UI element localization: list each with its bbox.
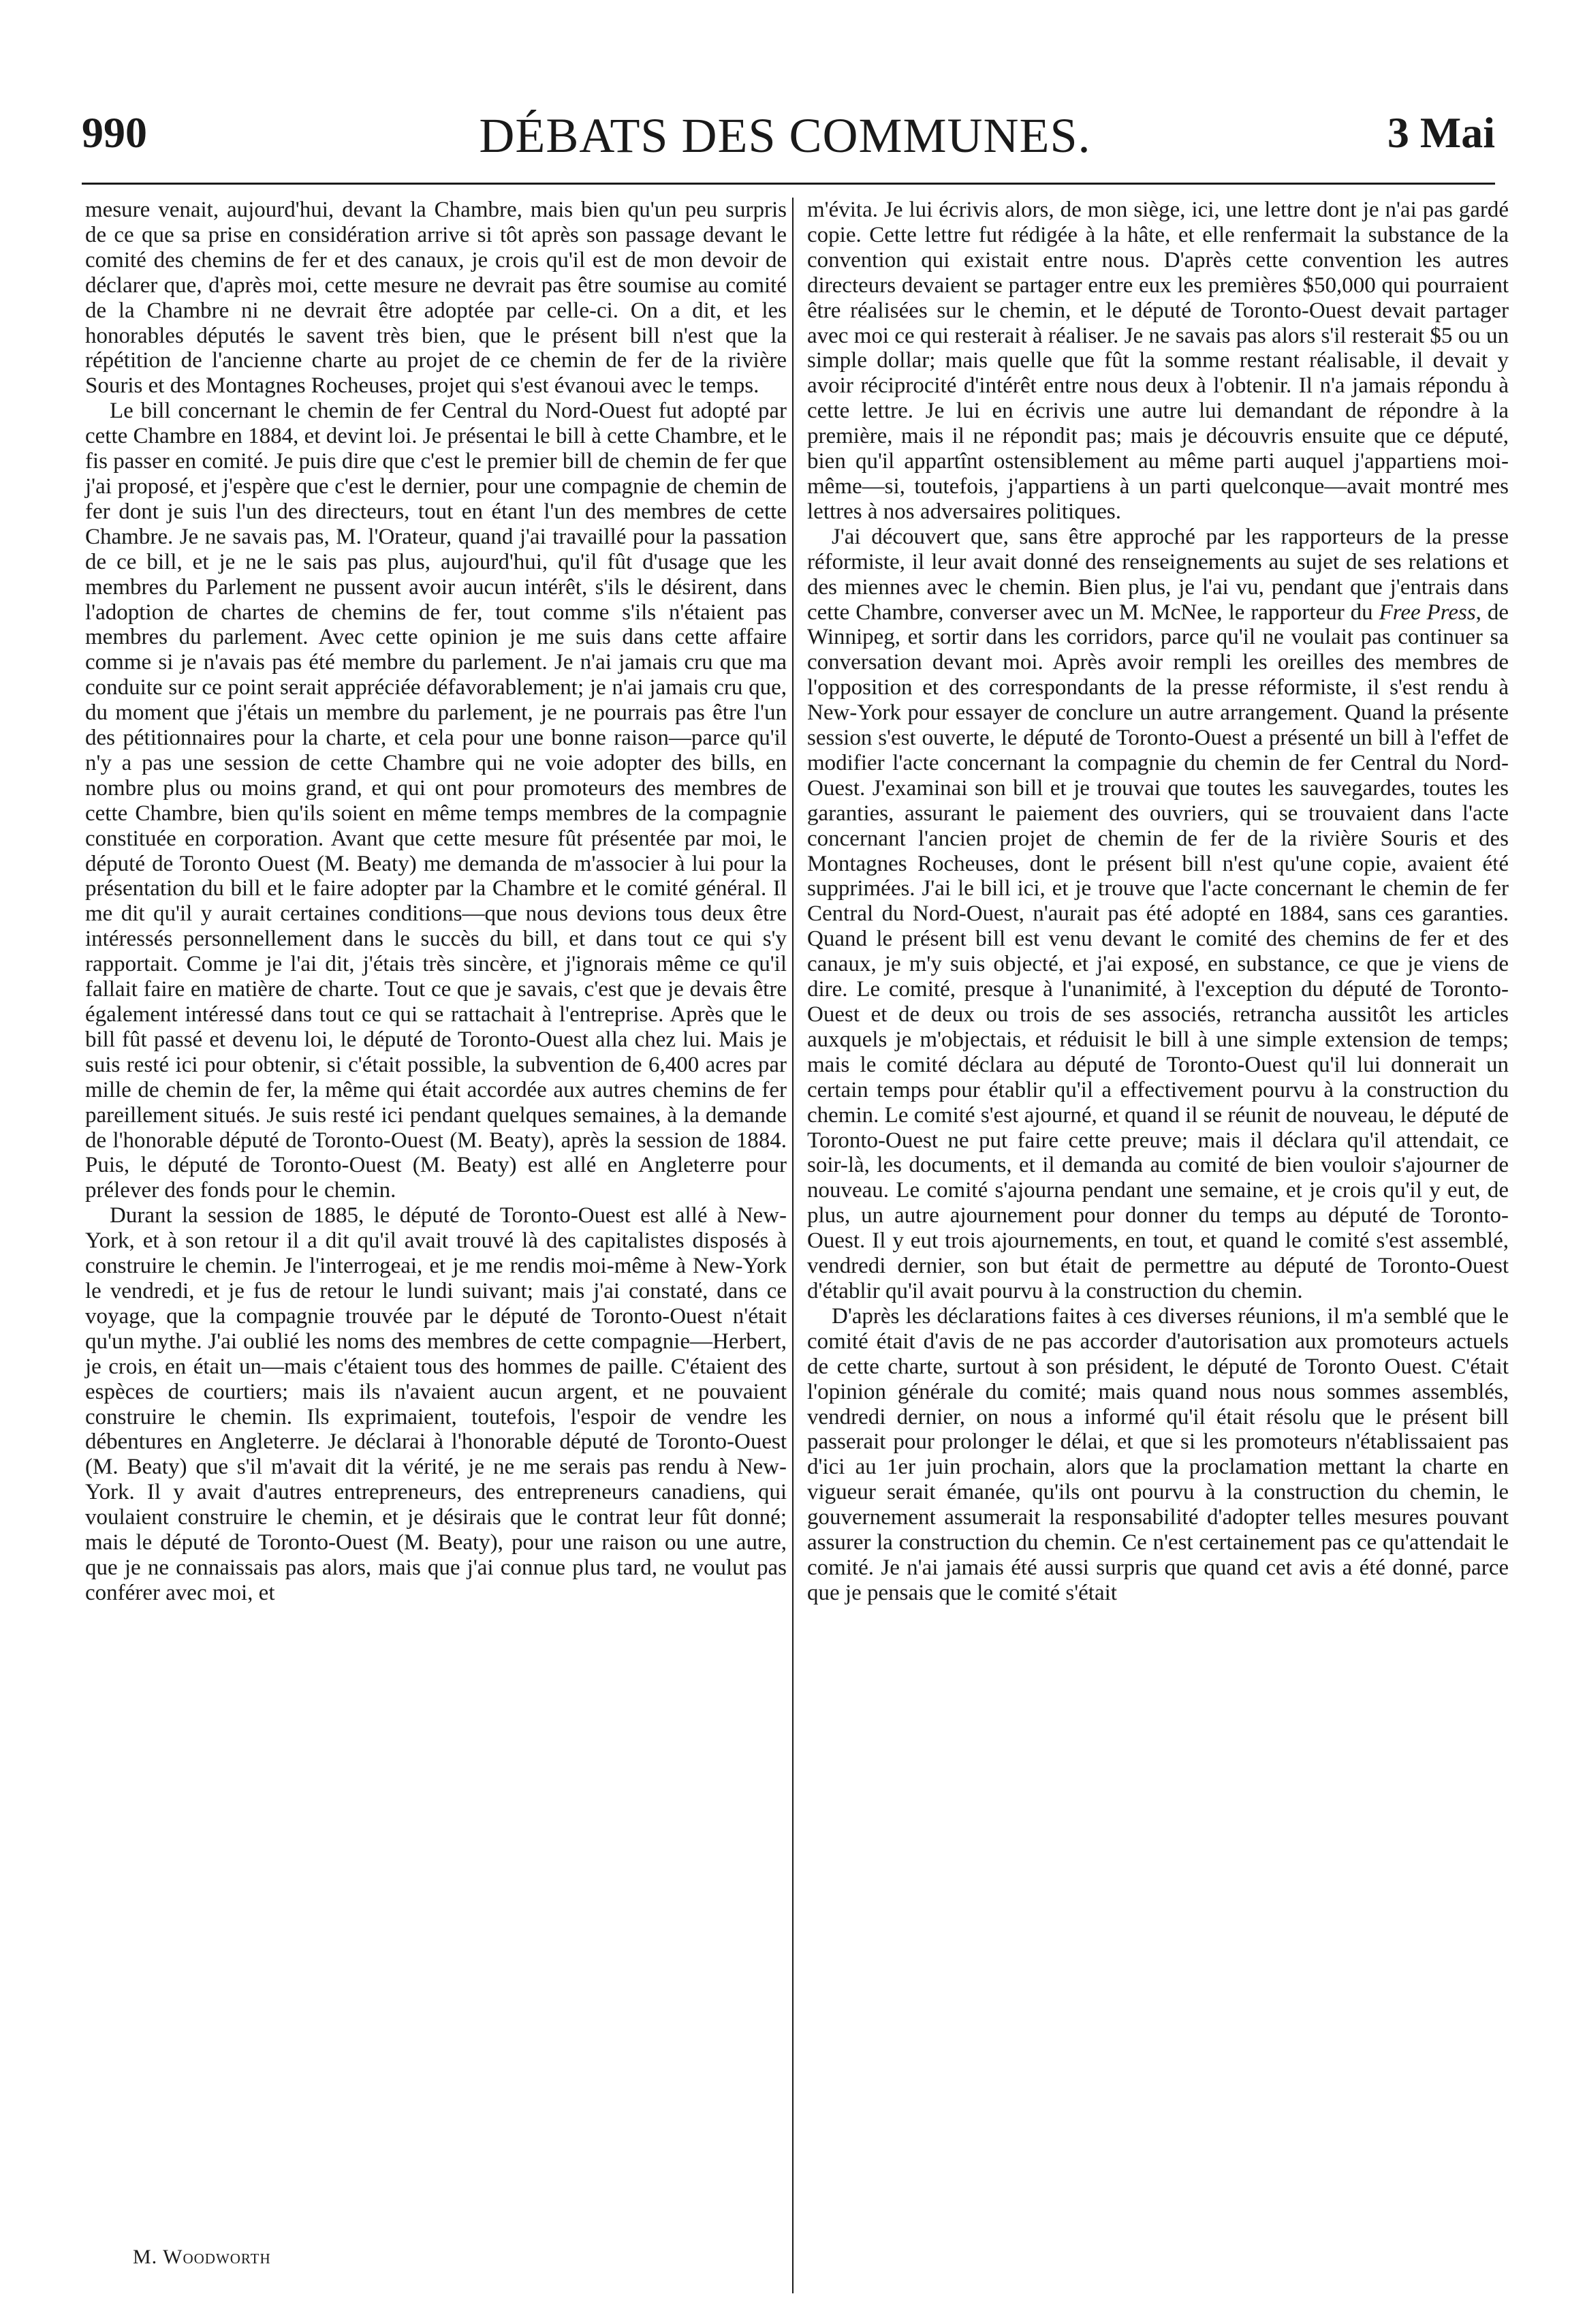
page-number: 990	[82, 108, 147, 157]
right-column	[807, 198, 1509, 1606]
paragraph: Le bill concernant le chemin de fer Central du Nord-Ouest fut adopté par cette Chambre en 1884, et devint loi. Je présentai le bill à cette Chambre, et le fis passer en comité. Je puis dire que c'est le premier bill de chemin de fer que j'ai proposé, et j'espère que c'est le dernier, pour une compagnie de chemin de fer dont je suis l'un des directeurs, tout en étant l'un des membres de cette Chambre. Je ne savais pas, M. l'Orateur, quand j'ai travaillé pour la passation de ce bill, et je ne le sais pas plus, aujourd'hui, qu'il fût d'usage que les membres du Parlement ne pussent avoir aucun intérêt, s'ils le désirent, dans l'adoption de chartes de chemins de fer, tout comme s'ils n'étaient pas membres du parlement. Avec cette opinion je me suis dans cette affaire comme si je n'avais pas été membre du parlement. Je n'ai jamais cru que ma conduite sur ce point serait appréciée défavorablement; je n'ai jamais cru que, du moment que j'étais un membre du parlement, je ne pourrais pas être l'un des pétitionnaires pour la charte, et cela pour une bonne raison—parce qu'il n'y a pas une session de cette Chambre qui ne voie adopter des bills, en nombre plus ou moins grand, et qui ont pour promoteurs des membres de cette Chambre, bien qu'ils soient en même temps membres de la compagnie constituée en corporation. Avant que cette mesure fût présentée par moi, le député de Toronto Ouest (M. Beaty) me demanda de m'associer à lui pour la présentation du bill et le faire adopter par la Chambre et le comité général. Il me dit qu'il y aurait certaines conditions—que nous devions tous deux être intéressés personnellement dans le succès du bill, et dans tout ce qui s'y rapportait. Comme je l'ai dit, j'étais très sincère, et j'ignorais même ce qu'il fallait faire en matière de charte. Tout ce que je savais, c'est que je devais être également intéressé dans tout ce qui se rattachait à l'entreprise. Après que le bill fût passé et devenu loi, le député de Toronto-Ouest alla chez lui. Mais je suis resté ici pour obtenir, si c'était possible, la subvention de 6,400 acres par mille de chemin de fer, la même qui était accordée aux autres chemins de fer pareillement situés. Je suis resté ici pendant quelques semaines, à la demande de l'honorable député de Toronto-Ouest (M. Beaty), après la session de 1884. Puis, le député de Toronto-Ouest (M. Beaty) est allé en Angleterre pour prélever des fonds pour le chemin.	[85, 399, 787, 1203]
page-date: 3 Mai	[1387, 108, 1495, 157]
paragraph: m'évita. Je lui écrivis alors, de mon siège, ici, une lettre dont je n'ai pas gardé copie. Cette lettre fut rédigée à la hâte, et elle renfermait la substance de la convention qui existait entre nous. D'après cette convention les autres directeurs devaient se partager entre eux les premières $50,000 qui pourraient être réalisées sur le chemin, et le député de Toronto-Ouest devait partager avec moi ce qui resterait à réaliser. Je ne savais pas alors s'il resterait $5 ou un simple dollar; mais quelle que fût la somme restant réalisable, il devait y avoir réciprocité d'intérêt entre nous deux à l'obtenir. Il n'a jamais répondu à cette lettre. Je lui en écrivis une autre lui demandant de répondre à la première, mais il ne répondit pas; mais je découvris ensuite que ce député, bien qu'il appartînt ostensiblement au même parti auquel j'appartiens moi-même—si, toutefois, j'appartiens à un parti quelconque—avait montré mes lettres à nos adversaires politiques.	[807, 198, 1509, 524]
paragraph: Durant la session de 1885, le député de Toronto-Ouest est allé à New-York, et à son retour il a dit qu'il avait trouvé là des capitalistes disposés à construire le chemin. Je l'interrogeai, et je me rendis moi-même à New-York le vendredi, et je fus de retour le lundi suivant; mais j'ai constaté, dans ce voyage, que la compagnie trouvée par le député de Toronto-Ouest n'était qu'un mythe. J'ai oublié les noms des membres de cette compagnie—Herbert, je crois, en était un—mais c'étaient tous des hommes de paille. C'étaient des espèces de courtiers; mais ils n'avaient aucun argent, et ne pouvaient construire le chemin. Ils exprimaient, toutefois, l'espoir de vendre les débentures en Angleterre. Je déclarai à l'honorable député de Toronto-Ouest (M. Beaty) que s'il m'avait dit la vérité, je ne me serais pas rendu à New-York. Il y avait d'autres entrepreneurs, des entrepreneurs canadiens, qui voulaient construire le chemin, et je désirais que le contrat leur fût donné; mais le député de Toronto-Ouest (M. Beaty), pour une raison ou une autre, que je ne connaissais pas alors, mais que j'ai connue plus tard, ne voulut pas conférer avec moi, et	[85, 1203, 787, 1605]
paragraph: mesure venait, aujourd'hui, devant la Chambre, mais bien qu'un peu surpris de ce que sa prise en considération arrive si tôt après son passage devant le comité des chemins de fer et des canaux, je crois qu'il est de mon devoir de déclarer que, d'après moi, cette mesure ne devrait pas être soumise au comité de la Chambre ni ne devrait être adoptée par celle-ci. On a dit, et les honorables députés le savent très bien, que le présent bill n'est que la répétition de l'ancienne charte au projet de ce chemin de fer de la rivière Souris et des Montagnes Rocheuses, projet qui s'est évanoui avec le temps.	[85, 198, 787, 399]
left-column	[85, 198, 787, 1606]
running-title: DÉBATS DES COMMUNES.	[479, 108, 1091, 163]
header-rule	[82, 183, 1495, 185]
page-header	[0, 0, 1570, 198]
column-divider	[792, 198, 794, 2293]
speaker-signature: M. Woodworth	[133, 2246, 271, 2268]
paragraph: J'ai découvert que, sans être approché par les rapporteurs de la presse réformiste, il leur avait donné des renseignements au sujet de ses relations et des miennes avec le chemin. Bien plus, je l'ai vu, pendant que j'entrais dans cette Chambre, converser avec un M. McNee, le rapporteur du Free Press, de Winnipeg, et sortir dans les corridors, parce qu'il ne voulait pas continuer sa conversation devant moi. Après avoir rempli les oreilles des membres de l'opposition et des correspondants de la presse réformiste, il s'est rendu à New-York pour essayer de conclure un autre arrangement. Quand la présente session s'est ouverte, le député de Toronto-Ouest a présenté un bill à l'effet de modifier l'acte concernant la compagnie du chemin de fer Central du Nord-Ouest. J'examinai son bill et je trouvai que toutes les sauvegardes, toutes les garanties, assurant le paiement des ouvriers, qui se trouvaient dans l'acte concernant l'ancien projet de chemin de fer de la rivière Souris et des Montagnes Rocheuses, dont le présent bill n'est qu'une copie, avaient été supprimées. J'ai le bill ici, et je trouve que l'acte concernant le chemin de fer Central du Nord-Ouest, n'aurait pas été adopté en 1884, sans ces garanties. Quand le présent bill est venu devant le comité des chemins de fer et des canaux, je m'y suis objecté, et j'ai exposé, en substance, ce que je viens de dire. Le comité, presque à l'unanimité, à l'exception du député de Toronto-Ouest et de deux ou trois de ses associés, retrancha aussitôt les articles auxquels je m'objectais, et réduisit le bill à une simple extension de temps; mais le comité déclara au député de Toronto-Ouest qu'il lui donnerait un certain temps pour établir qu'il a effectivement pourvu à la construction du chemin. Le comité s'est ajourné, et quand il se réunit de nouveau, le député de Toronto-Ouest ne put faire cette preuve; mais il déclara qu'il attendait, ce soir-là, les documents, et il demanda au comité de bien vouloir s'ajourner de nouveau. Le comité s'ajourna pendant une semaine, et je crois qu'il y eut, de plus, un autre ajournement pour donner du temps au député de Toronto-Ouest. Il y eut trois ajournements, en tout, et quand le comité s'est assemblé, vendredi dernier, son but était de permettre au député de Toronto-Ouest d'établir qu'il avait pourvu à la construction du chemin.	[807, 524, 1509, 1303]
italic-title: Free Press	[1379, 600, 1476, 625]
paragraph: D'après les déclarations faites à ces diverses réunions, il m'a semblé que le comité était d'avis de ne pas accorder d'autorisation aux promoteurs actuels de cette charte, surtout à son président, le député de Toronto Ouest. C'était l'opinion générale du comité; mais quand nous nous sommes assemblés, vendredi dernier, on nous a informé qu'il était résolu que le présent bill passerait pour prolonger le délai, et que si les promoteurs n'établissaient pas d'ici au 1er juin prochain, alors que la proclamation mettant la charte en vigueur serait émanée, qu'ils ont pourvu à la construction du chemin, le gouvernement assumerait la responsabilité d'adopter telles mesures pouvant assurer la construction du chemin. Ce n'est certainement pas ce qu'attendait le comité. Je n'ai jamais été aussi surpris que quand cet avis a été donné, parce que je pensais que le comité s'était	[807, 1303, 1509, 1605]
